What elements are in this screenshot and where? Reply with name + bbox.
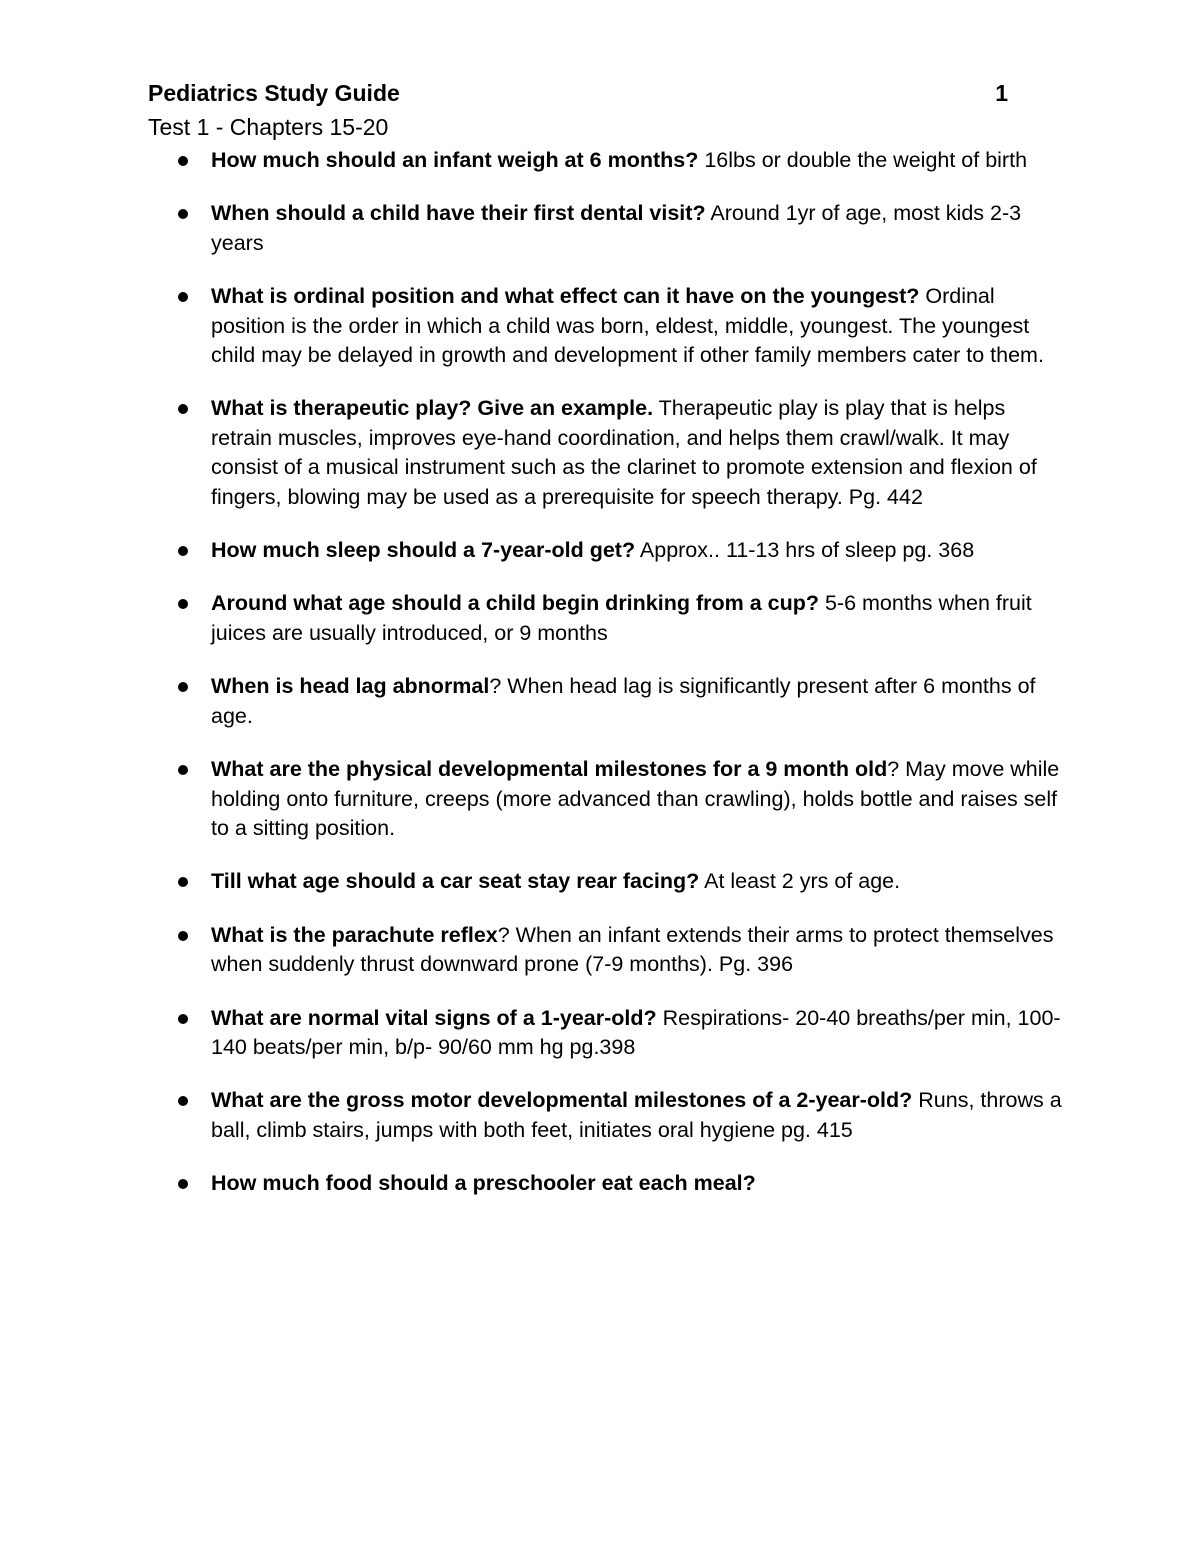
- bullet-icon: [178, 209, 188, 219]
- document-subtitle: Test 1 - Chapters 15-20: [148, 114, 389, 140]
- question-text: How much should an infant weigh at 6 months?: [211, 148, 699, 172]
- answer-text: 5-6 months when fruit juices are usually introduced, or 9 months: [211, 591, 1032, 645]
- question-item: [0, 867, 1066, 896]
- question-text: What is the parachute reflex: [211, 922, 498, 947]
- question-item: [0, 1086, 1066, 1145]
- bullet-icon: [178, 1096, 188, 1106]
- bullet-icon: [178, 156, 188, 166]
- question-item: [0, 755, 1066, 843]
- question-item: [0, 921, 1066, 980]
- question-text: Around what age should a child begin drinking from a cup?: [211, 591, 819, 616]
- document-header: [148, 78, 1008, 108]
- question-text: What are the gross motor developmental milestones of a 2-year-old?: [211, 1088, 913, 1113]
- question-text: What is therapeutic play? Give an example.: [211, 396, 654, 421]
- question-text: How much sleep should a 7-year-old get?: [211, 538, 636, 563]
- bullet-icon: [178, 1179, 188, 1189]
- question-text: Till what age should a car seat stay rear facing?: [211, 869, 700, 894]
- question-item: [0, 394, 1066, 512]
- question-item: [0, 1004, 1066, 1063]
- bullet-icon: [178, 292, 188, 302]
- question-item: [0, 1169, 1066, 1198]
- question-text: When is head lag abnormal: [211, 674, 490, 699]
- question-item: [0, 199, 1066, 258]
- question-text: When should a child have their first dental visit?: [211, 201, 706, 226]
- answer-text: 16lbs or double the weight of birth: [698, 148, 1028, 172]
- answer-text: At least 2 yrs of age.: [699, 869, 901, 894]
- question-text: How much food should a preschooler eat each meal?: [211, 1171, 756, 1196]
- answer-text: Therapeutic play is play that is helps retrain muscles, improves eye-hand coordination, and helps them crawl/walk. It may consist of a musical instrument such as the clarinet to promote extension and flexion of fingers, blowing may be used as a prerequisite for speech therapy. Pg. 442: [211, 396, 1037, 509]
- bullet-icon: [178, 682, 188, 692]
- answer-text: Ordinal position is the order in which a child was born, eldest, middle, youngest. The youngest child may be delayed in growth and development if other family members cater to them.: [211, 284, 1044, 368]
- question-text: What is ordinal position and what effect can it have on the youngest?: [211, 284, 920, 309]
- answer-text: ? May move while holding onto furniture, creeps (more advanced than crawling), holds bottle and raises self to a sitting position.: [211, 757, 1060, 840]
- question-text: What are normal vital signs of a 1-year-old?: [211, 1005, 657, 1030]
- bullet-icon: [178, 765, 188, 775]
- bullet-icon: [178, 931, 188, 941]
- bullet-icon: [178, 404, 188, 414]
- question-item: [0, 536, 1066, 565]
- bullet-icon: [178, 1014, 188, 1024]
- bullet-icon: [178, 877, 188, 887]
- answer-text: Approx.. 11-13 hrs of sleep pg. 368: [635, 538, 975, 563]
- question-list: [0, 146, 1200, 1223]
- bullet-icon: [178, 599, 188, 609]
- bullet-icon: [178, 546, 188, 556]
- document-title: Pediatrics Study Guide: [148, 80, 400, 106]
- answer-text: Around 1yr of age, most kids 2-3 years: [211, 201, 1022, 255]
- question-item: [0, 146, 1066, 175]
- answer-text: ? When head lag is significantly present after 6 months of age.: [211, 674, 1036, 728]
- question-item: [0, 282, 1066, 370]
- question-item: [0, 589, 1066, 648]
- answer-text: ? When an infant extends their arms to protect themselves when suddenly thrust downward prone (7-9 months). Pg. 396: [211, 922, 1054, 977]
- question-item: [0, 672, 1066, 731]
- question-text: What are the physical developmental milestones for a 9 month old: [211, 757, 888, 782]
- answer-text: Respirations- 20-40 breaths/per min, 100-140 beats/per min, b/p- 90/60 mm hg pg.398: [211, 1005, 1061, 1059]
- page-number: 1: [995, 80, 1008, 106]
- answer-text: Runs, throws a ball, climb stairs, jumps with both feet, initiates oral hygiene pg. 415: [211, 1088, 1062, 1142]
